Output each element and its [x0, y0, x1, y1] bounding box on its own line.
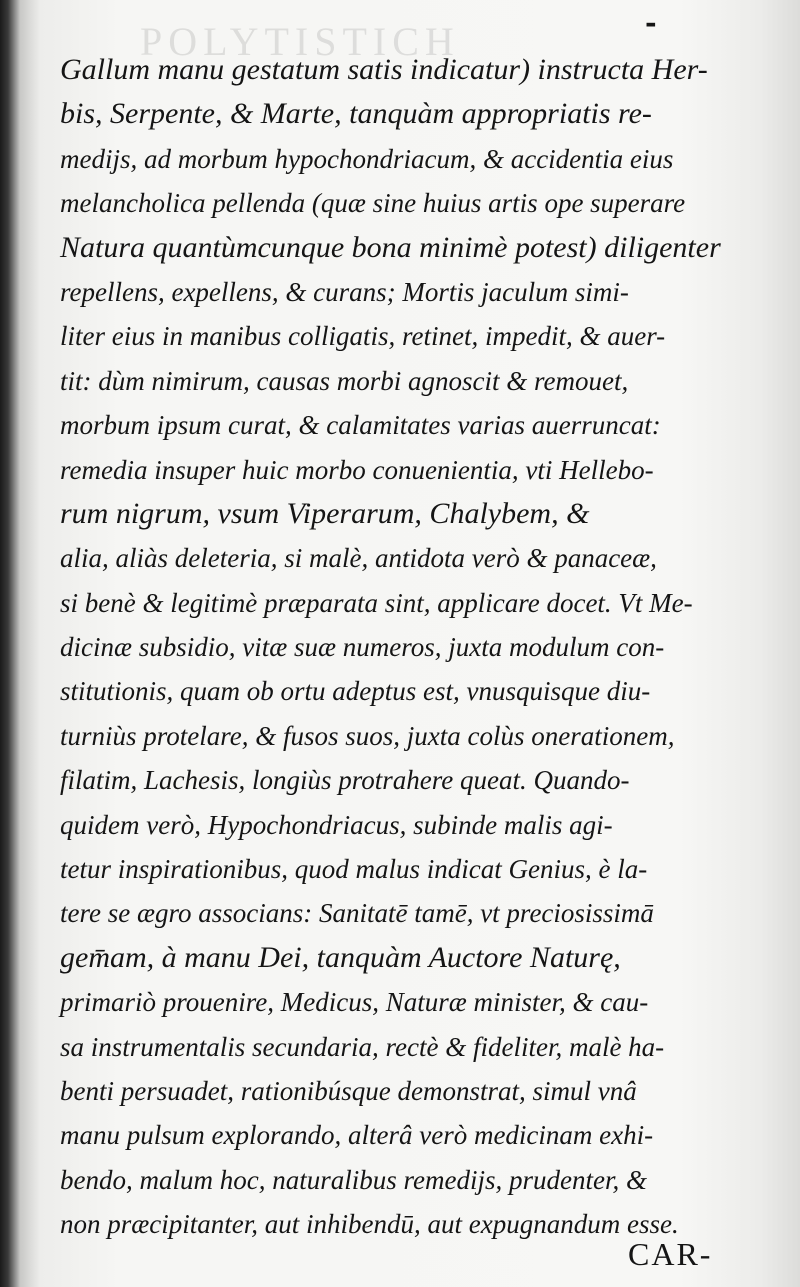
text-line: morbum ipsum curat, & calamitates varias auerruncat:: [60, 410, 661, 441]
text-line: tetur inspirationibus, quod malus indicat Genius, è la-: [60, 854, 648, 885]
text-line: Natura quantùmcunque bona minimè potest) diligenter: [60, 230, 721, 264]
text-line: turniùs protelare, & fusos suos, juxta colùs onerationem,: [60, 720, 675, 751]
bleed-through-text: POLYTISTICH: [140, 19, 460, 64]
text-line: manu pulsum explorando, alterâ verò medicinam exhi-: [60, 1120, 654, 1151]
page-top-mark: -: [645, 6, 657, 39]
text-line: repellens, expellens, & curans; Mortis jaculum simi-: [60, 276, 629, 307]
text-line: stitutionis, quam ob ortu adeptus est, vnusquisque diu-: [60, 676, 651, 707]
text-line: medijs, ad morbum hypochondriacum, & accidentia eius: [60, 143, 674, 174]
text-line: primariò prouenire, Medicus, Naturæ minister, & cau-: [60, 987, 649, 1018]
text-line: dicinæ subsidio, vitæ suæ numeros, juxta modulum con-: [60, 632, 665, 663]
text-line: non præcipitanter, aut inhibendū, aut expugnandum esse.: [60, 1209, 679, 1240]
text-line: Gallum manu gestatum satis indicatur) instructa Her-: [60, 53, 708, 86]
text-line: gem̄am, à manu Dei, tanquàm Auctore Naturę,: [60, 940, 621, 974]
text-line: bis, Serpente, & Marte, tanquàm appropriatis re-: [60, 97, 652, 131]
text-line: tere se ægro associans: Sanitatē tamē, vt preciosissimā: [60, 898, 654, 929]
catchword: CAR-: [628, 1236, 713, 1272]
text-line: quidem verò, Hypochondriacus, subinde malis agi-: [60, 809, 613, 840]
text-line: rum nigrum, vsum Viperarum, Chalybem, &: [60, 496, 590, 530]
text-line: sa instrumentalis secundaria, rectè & fideliter, malè ha-: [60, 1031, 665, 1062]
text-line: liter eius in manibus colligatis, retinet, impedit, & auer-: [60, 321, 666, 352]
text-line: remedia insuper huic morbo conuenientia, vti Hellebo-: [60, 454, 654, 485]
text-line: benti persuadet, rationibúsque demonstrat, simul vnâ: [60, 1075, 637, 1106]
text-line: filatim, Lachesis, longiùs protrahere queat. Quando-: [60, 765, 630, 796]
text-line: melancholica pellenda (quæ sine huius artis ope superare: [60, 188, 686, 219]
text-line: tit: dùm nimirum, causas morbi agnoscit & remouet,: [60, 365, 629, 396]
body-text: [60, 48, 770, 1247]
text-line: si benè & legitimè præparata sint, applicare docet. Vt Me-: [60, 587, 693, 618]
text-line: bendo, malum hoc, naturalibus remedijs, prudenter, &: [60, 1164, 647, 1195]
text-line: alia, aliàs deleteria, si malè, antidota verò & panaceæ,: [60, 543, 657, 574]
